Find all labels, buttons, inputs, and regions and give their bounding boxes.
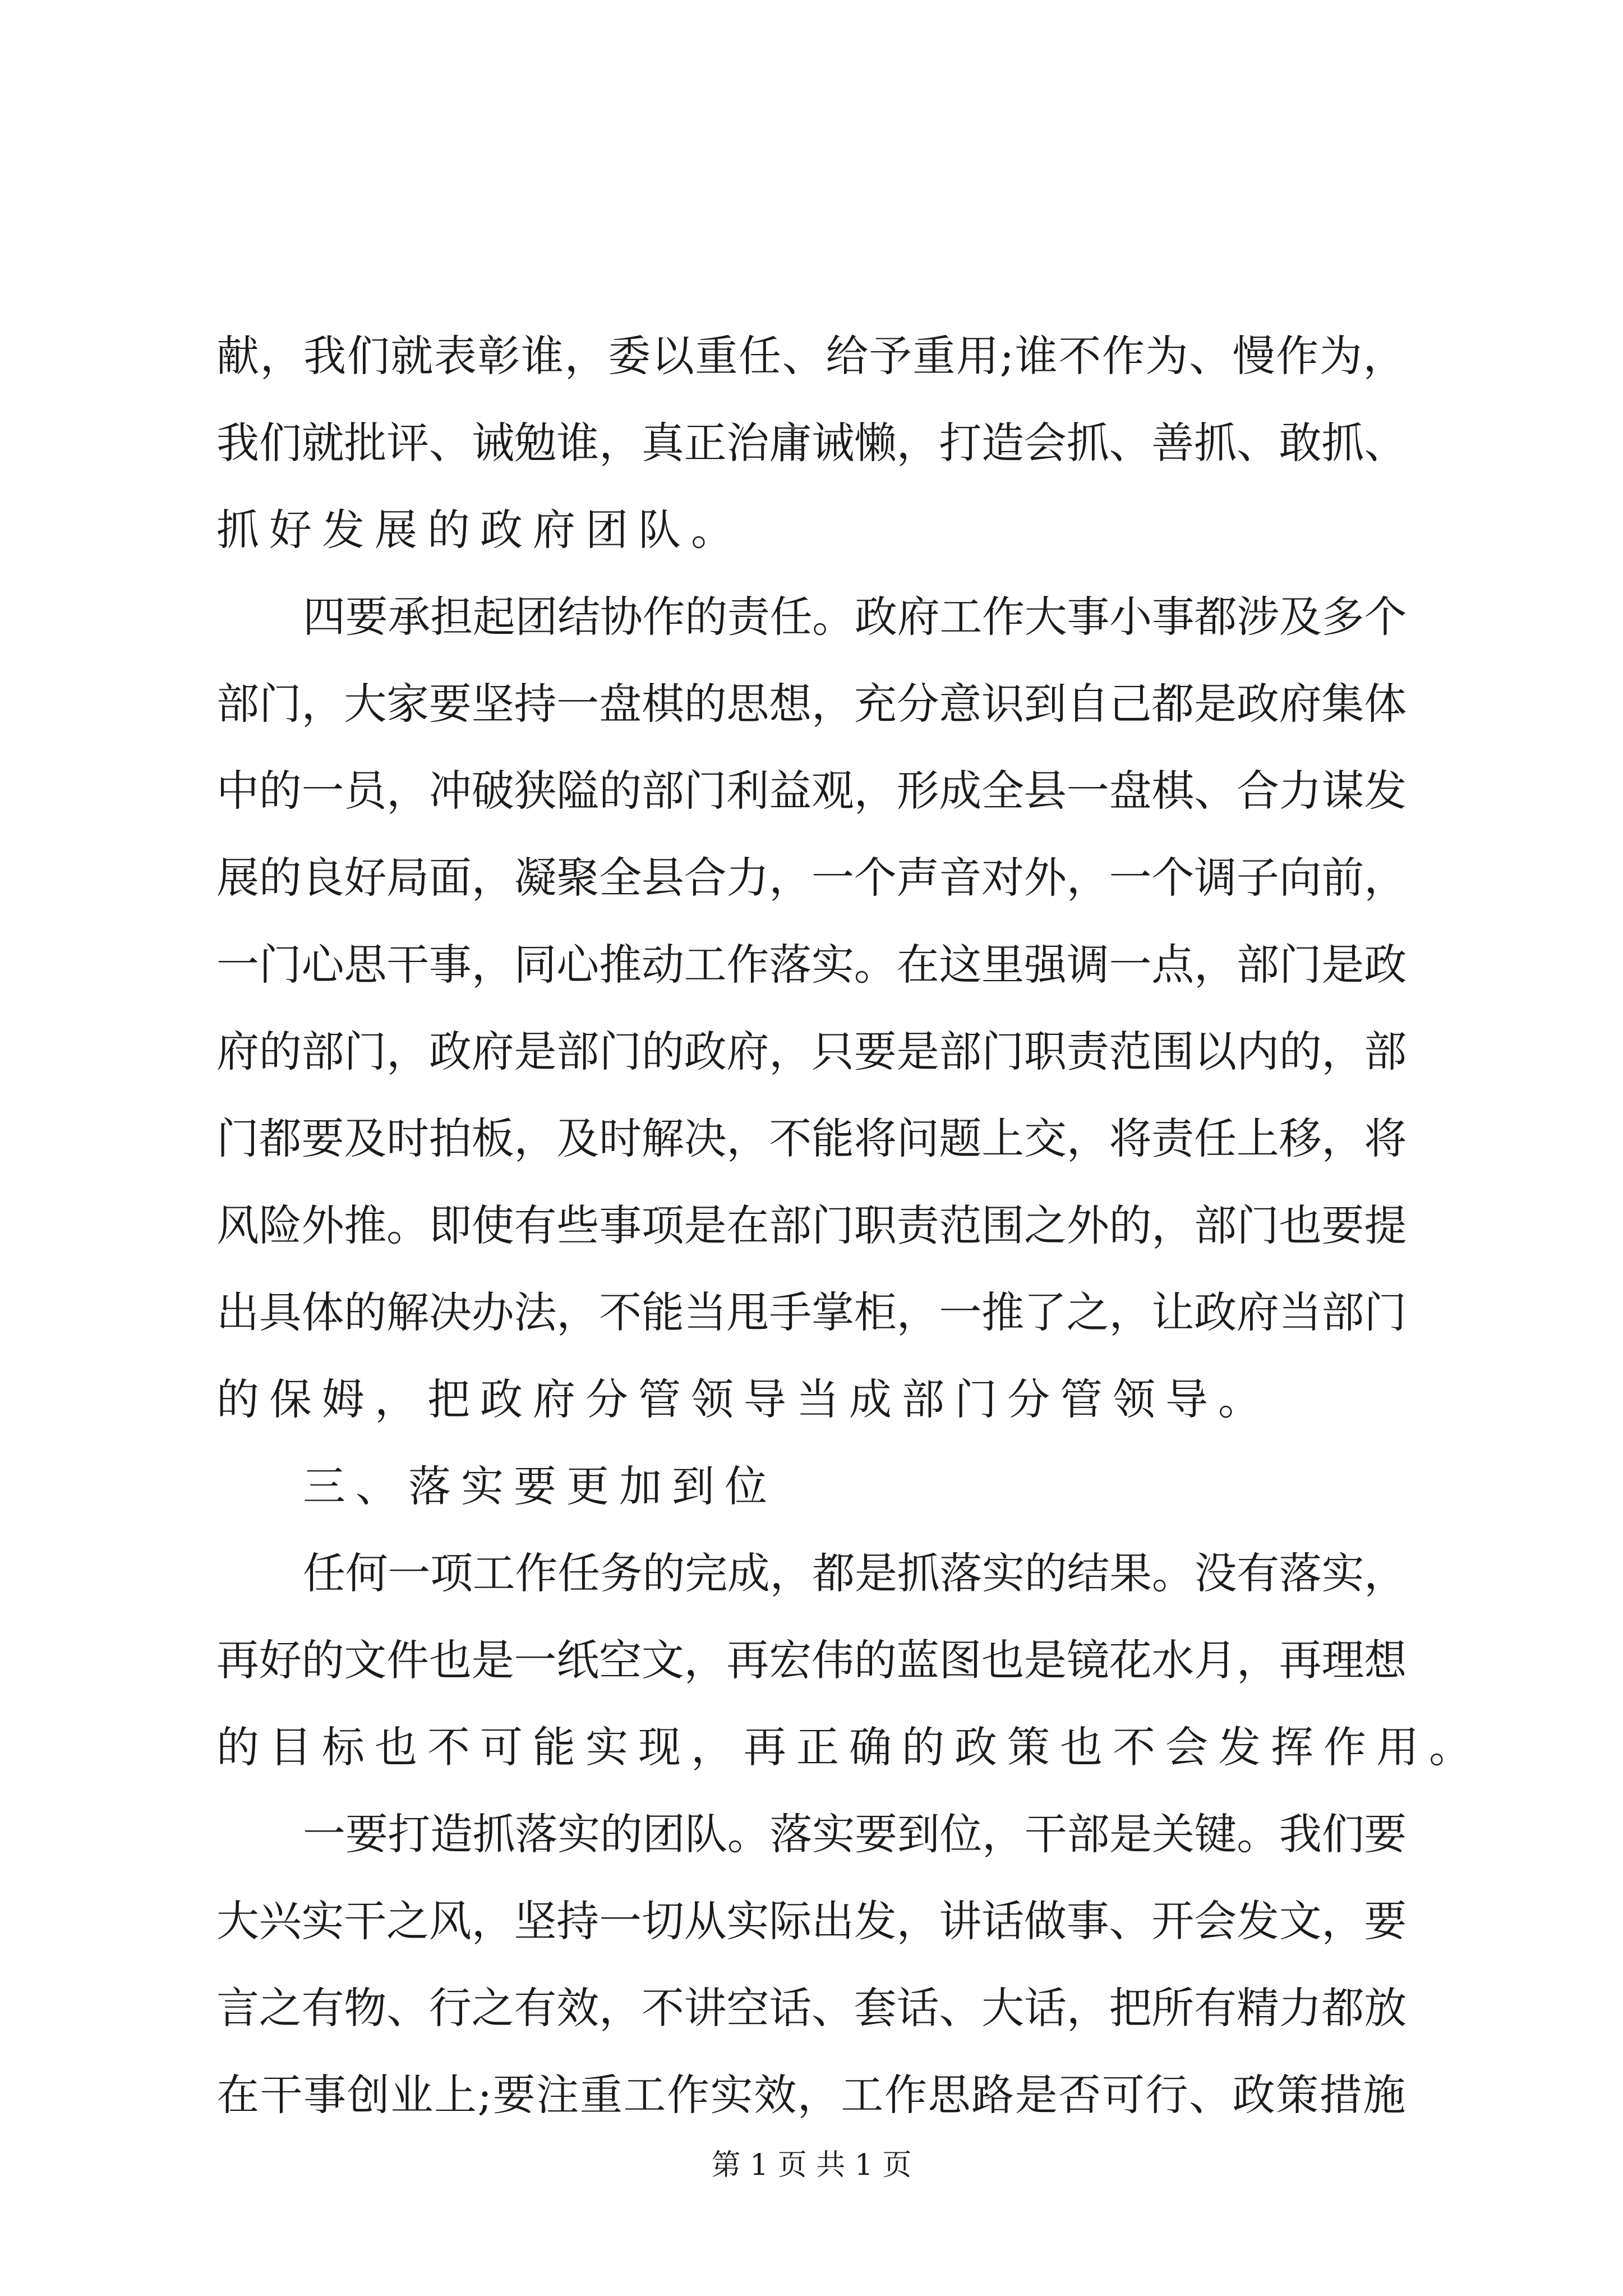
text-line — [0, 752, 1623, 830]
text-line-content: 一门心思干事，同心推动工作落实。在这里强调一点，部门是政 — [216, 940, 1407, 990]
text-line — [0, 404, 1623, 482]
text-line-content: 的目标也不可能实现，再正确的政策也不会发挥作用。 — [216, 1722, 1482, 1772]
text-line-content: 府的部门，政府是部门的政府，只要是部门职责范围以内的，部 — [216, 1027, 1407, 1076]
text-line-content: 风险外推。即使有些事项是在部门职责范围之外的，部门也要提 — [216, 1200, 1407, 1250]
text-line — [0, 1099, 1623, 1178]
text-line — [0, 926, 1623, 1004]
section-heading — [0, 1447, 1623, 1526]
text-line-content: 部门，大家要坚持一盘棋的思想，充分意识到自己都是政府集体 — [216, 679, 1407, 729]
text-line — [0, 578, 1623, 656]
text-line-content: 任何一项工作任务的完成，都是抓落实的结果。没有落实， — [303, 1548, 1407, 1598]
text-line — [0, 2056, 1623, 2134]
text-line — [0, 1621, 1623, 1700]
text-line-content: 大兴实干之风，坚持一切从实际出发，讲话做事、开会发文，要 — [216, 1896, 1407, 1946]
text-line-content: 我们就批评、诫勉谁，真正治庸诫懒，打造会抓、善抓、敢抓、 — [216, 418, 1407, 468]
text-line — [0, 1013, 1623, 1091]
section-heading-text: 三、落实要更加到位 — [303, 1461, 777, 1511]
text-line-content: 言之有物、行之有效，不讲空话、套话、大话，把所有精力都放 — [216, 1983, 1407, 2033]
text-line — [0, 1708, 1623, 1787]
text-line — [0, 1273, 1623, 1352]
text-line — [0, 491, 1623, 569]
text-line-content: 一要打造抓落实的团队。落实要到位，干部是关键。我们要 — [303, 1809, 1407, 1859]
text-line — [0, 1969, 1623, 2047]
text-line-content: 在干事创业上;要注重工作实效，工作思路是否可行、政策措施 — [216, 2070, 1407, 2120]
page-number: 第 1 页 共 1 页 — [711, 2148, 912, 2182]
text-line-content: 的保姆，把政府分管领导当成部门分管领导。 — [216, 1374, 1271, 1424]
text-line — [0, 317, 1623, 395]
text-line — [0, 1534, 1623, 1613]
text-line-content: 再好的文件也是一纸空文，再宏伟的蓝图也是镜花水月，再理想 — [216, 1635, 1407, 1685]
text-line-content: 中的一员，冲破狭隘的部门利益观，形成全县一盘棋、合力谋发 — [216, 766, 1407, 816]
text-line-content: 展的良好局面，凝聚全县合力，一个声音对外，一个调子向前， — [216, 853, 1407, 903]
text-line — [0, 1795, 1623, 1874]
text-line-content: 抓好发展的政府团队。 — [216, 505, 744, 555]
text-line-content: 门都要及时拍板，及时解决，不能将问题上交，将责任上移，将 — [216, 1114, 1407, 1163]
text-line — [0, 1186, 1623, 1265]
text-line — [0, 839, 1623, 917]
text-line-content: 出具体的解决办法，不能当甩手掌柜，一推了之，让政府当部门 — [216, 1287, 1407, 1337]
text-line — [0, 1882, 1623, 1961]
text-line — [0, 665, 1623, 743]
text-line-content: 四要承担起团结协作的责任。政府工作大事小事都涉及多个 — [303, 592, 1407, 642]
page-footer — [0, 2143, 1623, 2188]
text-line-content: 献，我们就表彰谁，委以重任、给予重用;谁不作为、慢作为， — [216, 331, 1407, 381]
text-line — [0, 1360, 1623, 1439]
